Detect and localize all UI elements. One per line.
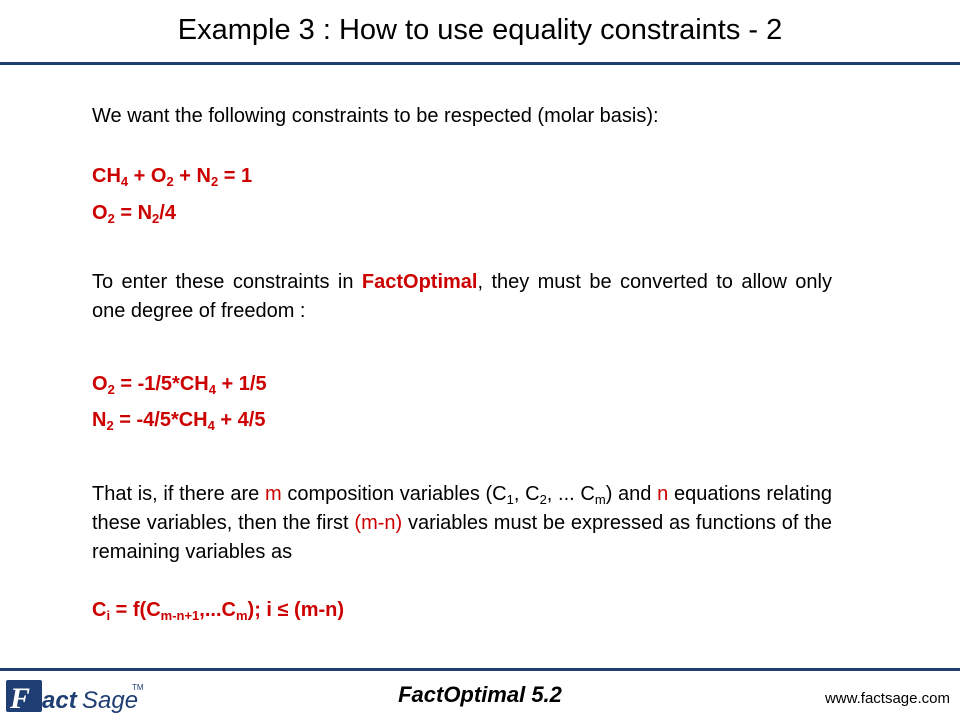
intro-text: We want the following constraints to be respected (molar basis):	[92, 105, 659, 127]
constraint-equation-1: $CH_4 + O_2 + N_2 = 1$	[92, 165, 253, 189]
svg-text:Sage: Sage	[82, 687, 139, 714]
footer-product-label: FactOptimal 5.2	[398, 682, 562, 707]
slide-title: Example 3 : How to use equality constraints - 2	[177, 14, 783, 46]
svg-text:TM: TM	[132, 683, 144, 692]
converted-equation-1: $O_2 = -1/5*CH_4 + 1/5$	[92, 373, 267, 397]
svg-text:act: act	[42, 687, 77, 714]
title-divider	[0, 62, 960, 65]
converted-equation-2: $N_2 = -4/5*CH_4 + 4/5$	[92, 409, 266, 433]
constraint-equation-2: $O_2 = N_2/4$	[92, 202, 176, 226]
footer-divider	[0, 668, 960, 671]
svg-text:F: F	[10, 682, 31, 715]
general-formula: $C_i = f(C_{m-n+1},...C_m)$; i ≤ (m-n)	[92, 599, 345, 623]
factoptimal-highlight: FactOptimal	[361, 271, 478, 293]
footer-website[interactable]: www.factsage.com	[824, 690, 950, 707]
general-rule-paragraph: That is, if there are m composition variables ($C_1$, $C_2$, ... $C_m$) and n equations relating these variables, then the first (m-n) variables must be expressed as functions of the remaining variables as	[92, 483, 833, 563]
conversion-paragraph: To enter these constraints in FactOptimal, they must be converted to allow only one degree of freedom :	[92, 271, 832, 322]
